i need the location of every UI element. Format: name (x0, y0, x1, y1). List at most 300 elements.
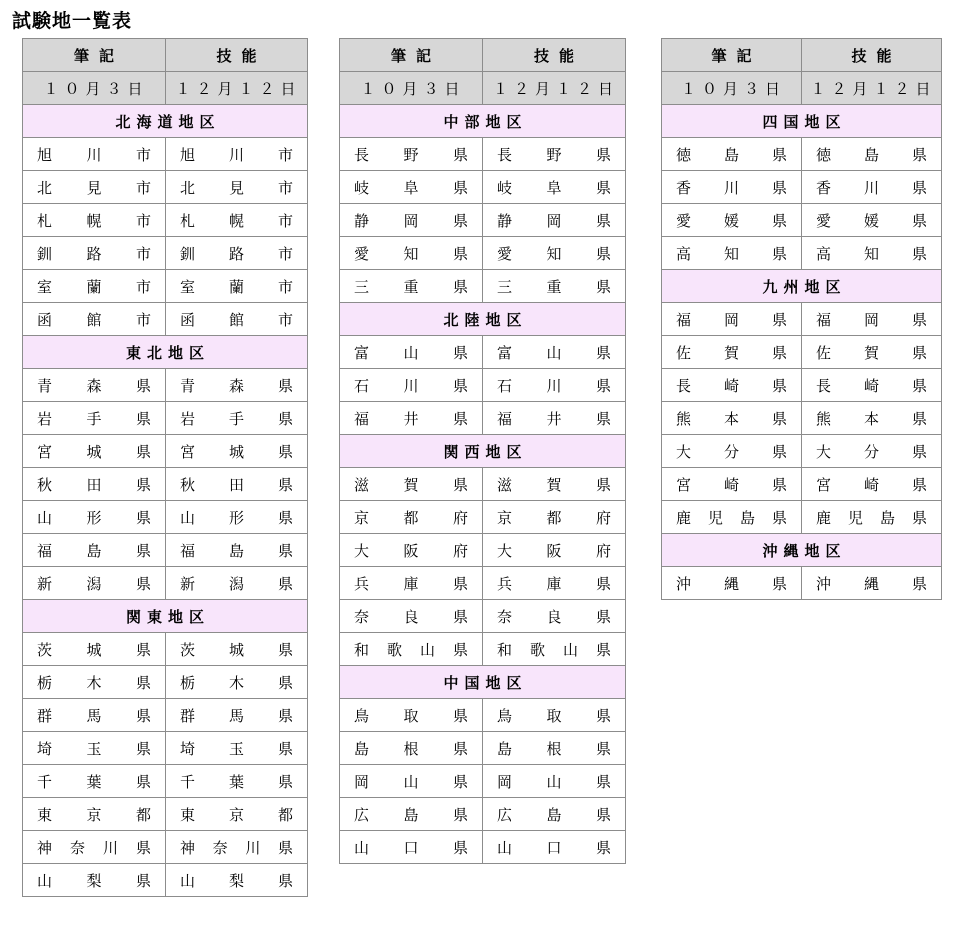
written-venue-text: 栃 木 県 (37, 673, 151, 692)
written-venue (340, 765, 483, 798)
table-row (340, 369, 626, 402)
table-row (23, 831, 308, 864)
skill-venue (166, 171, 308, 204)
written-venue (23, 567, 166, 600)
written-venue-text: 秋 田 県 (37, 475, 151, 494)
skill-venue-text: 広 島 県 (497, 805, 611, 824)
region-row (662, 105, 942, 138)
table-row (662, 204, 942, 237)
table-row (662, 402, 942, 435)
table-row (340, 501, 626, 534)
skill-venue (802, 402, 942, 435)
skill-venue-text: 千 葉 県 (180, 772, 293, 791)
skill-venue-text: 徳 島 県 (816, 145, 927, 164)
skill-venue (166, 237, 308, 270)
skill-venue (802, 204, 942, 237)
table-row (340, 138, 626, 171)
skill-venue (483, 534, 626, 567)
skill-venue-text: 長 崎 県 (816, 376, 927, 395)
table-row (340, 765, 626, 798)
written-venue (662, 237, 802, 270)
date-row (340, 72, 626, 105)
skill-venue-text: 鳥 取 県 (497, 706, 611, 725)
written-venue-text: 鹿 児 島 県 (676, 508, 787, 527)
header-row (340, 39, 626, 72)
skill-venue (166, 369, 308, 402)
written-venue (23, 831, 166, 864)
written-header: 筆記 (23, 39, 166, 72)
written-venue-text: 山 梨 県 (37, 871, 151, 890)
region-header: 中国地区 (340, 666, 626, 699)
region-header: 関東地区 (23, 600, 308, 633)
skill-venue (166, 666, 308, 699)
table-row (23, 402, 308, 435)
written-venue-text: 滋 賀 県 (354, 475, 468, 494)
table-row (340, 468, 626, 501)
written-venue (23, 501, 166, 534)
skill-venue-text: 北 見 市 (180, 178, 293, 197)
exam-table-3 (661, 38, 942, 600)
table-row (23, 369, 308, 402)
region-row (340, 666, 626, 699)
written-venue (23, 237, 166, 270)
written-venue-text: 愛 知 県 (354, 244, 468, 263)
written-venue-text: 徳 島 県 (676, 145, 787, 164)
skill-venue (483, 831, 626, 864)
written-venue (23, 666, 166, 699)
skill-venue-text: 石 川 県 (497, 376, 611, 395)
table-row (662, 303, 942, 336)
skill-venue (166, 798, 308, 831)
skill-venue-text: 三 重 県 (497, 277, 611, 296)
written-date: １０月３日 (662, 72, 802, 105)
written-venue (23, 204, 166, 237)
skill-venue-text: 福 島 県 (180, 541, 293, 560)
skill-venue-text: 旭 川 市 (180, 145, 293, 164)
table-row (23, 138, 308, 171)
table-row (23, 501, 308, 534)
written-venue (23, 534, 166, 567)
skill-venue (802, 435, 942, 468)
skill-venue-text: 茨 城 県 (180, 640, 293, 659)
written-venue (23, 468, 166, 501)
skill-header: 技能 (802, 39, 942, 72)
table-row (23, 567, 308, 600)
table-row (23, 435, 308, 468)
written-venue (662, 501, 802, 534)
written-venue-text: 東 京 都 (37, 805, 151, 824)
skill-venue (802, 303, 942, 336)
skill-venue-text: 富 山 県 (497, 343, 611, 362)
skill-venue (166, 204, 308, 237)
skill-venue-text: 愛 媛 県 (816, 211, 927, 230)
skill-venue (166, 303, 308, 336)
skill-venue (166, 831, 308, 864)
skill-venue (166, 633, 308, 666)
date-row (23, 72, 308, 105)
region-row (340, 105, 626, 138)
header-row (23, 39, 308, 72)
table-row (662, 468, 942, 501)
skill-venue-text: 鹿 児 島 県 (816, 508, 927, 527)
written-venue (662, 435, 802, 468)
skill-venue (802, 237, 942, 270)
written-venue-text: 京 都 府 (354, 508, 468, 527)
written-venue-text: 千 葉 県 (37, 772, 151, 791)
written-venue-text: 岐 阜 県 (354, 178, 468, 197)
skill-venue (483, 501, 626, 534)
written-date: １０月３日 (340, 72, 483, 105)
written-venue-text: 宮 崎 県 (676, 475, 787, 494)
skill-venue (483, 567, 626, 600)
region-header: 東北地区 (23, 336, 308, 369)
table-row (340, 270, 626, 303)
table-row (23, 237, 308, 270)
skill-date: １２月１２日 (802, 72, 942, 105)
written-venue (340, 171, 483, 204)
written-venue (662, 369, 802, 402)
written-venue-text: 沖 縄 県 (676, 574, 787, 593)
skill-venue (483, 270, 626, 303)
table-row (23, 534, 308, 567)
region-header: 沖縄地区 (662, 534, 942, 567)
region-row (340, 435, 626, 468)
skill-venue-text: 釧 路 市 (180, 244, 293, 263)
written-venue (23, 732, 166, 765)
written-venue-text: 兵 庫 県 (354, 574, 468, 593)
skill-venue (483, 468, 626, 501)
skill-venue (166, 765, 308, 798)
skill-venue (483, 633, 626, 666)
written-venue-text: 島 根 県 (354, 739, 468, 758)
written-venue-text: 宮 城 県 (37, 442, 151, 461)
table-row (662, 435, 942, 468)
written-venue (23, 798, 166, 831)
skill-venue-text: 岐 阜 県 (497, 178, 611, 197)
table-row (340, 534, 626, 567)
written-venue (340, 237, 483, 270)
skill-date: １２月１２日 (483, 72, 626, 105)
written-venue-text: 鳥 取 県 (354, 706, 468, 725)
written-venue-text: 福 岡 県 (676, 310, 787, 329)
skill-venue-text: 静 岡 県 (497, 211, 611, 230)
table-row (23, 666, 308, 699)
written-venue-text: 埼 玉 県 (37, 739, 151, 758)
skill-venue-text: 沖 縄 県 (816, 574, 927, 593)
skill-venue-text: 山 梨 県 (180, 871, 293, 890)
written-venue-text: 香 川 県 (676, 178, 787, 197)
written-venue-text: 静 岡 県 (354, 211, 468, 230)
exam-table-1 (22, 38, 308, 897)
written-venue (23, 270, 166, 303)
skill-venue (166, 534, 308, 567)
written-venue (340, 699, 483, 732)
written-venue-text: 広 島 県 (354, 805, 468, 824)
skill-venue-text: 新 潟 県 (180, 574, 293, 593)
skill-venue-text: 岡 山 県 (497, 772, 611, 791)
skill-venue-text: 京 都 府 (497, 508, 611, 527)
date-row (662, 72, 942, 105)
skill-venue (483, 369, 626, 402)
written-venue (340, 732, 483, 765)
written-venue (662, 402, 802, 435)
header-row (662, 39, 942, 72)
skill-venue (802, 468, 942, 501)
region-row (662, 534, 942, 567)
table-row (23, 864, 308, 897)
written-venue-text: 三 重 県 (354, 277, 468, 296)
written-venue (23, 699, 166, 732)
skill-venue-text: 和 歌 山 県 (497, 640, 611, 659)
written-venue-text: 福 井 県 (354, 409, 468, 428)
written-venue (340, 270, 483, 303)
skill-venue-text: 大 分 県 (816, 442, 927, 461)
written-venue-text: 大 分 県 (676, 442, 787, 461)
skill-header: 技能 (483, 39, 626, 72)
skill-venue-text: 青 森 県 (180, 376, 293, 395)
written-venue (340, 600, 483, 633)
region-row (23, 336, 308, 369)
skill-venue-text: 神 奈 川 県 (180, 838, 293, 857)
skill-venue-text: 函 館 市 (180, 310, 293, 329)
skill-venue (166, 501, 308, 534)
skill-venue-text: 兵 庫 県 (497, 574, 611, 593)
skill-venue-text: 岩 手 県 (180, 409, 293, 428)
skill-venue (483, 204, 626, 237)
skill-venue-text: 大 阪 府 (497, 541, 611, 560)
written-venue (340, 501, 483, 534)
written-venue (23, 633, 166, 666)
written-venue-text: 新 潟 県 (37, 574, 151, 593)
skill-venue-text: 奈 良 県 (497, 607, 611, 626)
table-row (662, 567, 942, 600)
table-row (662, 237, 942, 270)
table-row (340, 633, 626, 666)
written-venue-text: 北 見 市 (37, 178, 151, 197)
skill-venue (166, 270, 308, 303)
region-header: 関西地区 (340, 435, 626, 468)
written-venue (662, 567, 802, 600)
written-venue-text: 熊 本 県 (676, 409, 787, 428)
written-venue-text: 和 歌 山 県 (354, 640, 468, 659)
written-venue (662, 204, 802, 237)
written-venue-text: 愛 媛 県 (676, 211, 787, 230)
written-venue (340, 567, 483, 600)
skill-venue (802, 138, 942, 171)
skill-venue (166, 435, 308, 468)
written-venue (340, 369, 483, 402)
skill-venue-text: 室 蘭 市 (180, 277, 293, 296)
region-row (23, 105, 308, 138)
written-venue (340, 633, 483, 666)
skill-venue-text: 香 川 県 (816, 178, 927, 197)
written-venue-text: 高 知 県 (676, 244, 787, 263)
skill-venue-text: 滋 賀 県 (497, 475, 611, 494)
written-venue (340, 336, 483, 369)
table-row (340, 732, 626, 765)
region-row (340, 303, 626, 336)
table-row (23, 633, 308, 666)
region-header: 四国地区 (662, 105, 942, 138)
written-venue (340, 831, 483, 864)
region-header: 九州地区 (662, 270, 942, 303)
table-row (23, 798, 308, 831)
written-venue (340, 402, 483, 435)
table-row (23, 204, 308, 237)
skill-venue (166, 699, 308, 732)
written-header: 筆記 (662, 39, 802, 72)
written-venue (23, 369, 166, 402)
table-row (662, 171, 942, 204)
written-venue (662, 336, 802, 369)
written-venue-text: 茨 城 県 (37, 640, 151, 659)
skill-date: １２月１２日 (166, 72, 308, 105)
table-row (662, 138, 942, 171)
skill-venue-text: 愛 知 県 (497, 244, 611, 263)
region-header: 中部地区 (340, 105, 626, 138)
skill-venue-text: 佐 賀 県 (816, 343, 927, 362)
skill-venue (166, 402, 308, 435)
written-venue (23, 171, 166, 204)
written-venue (23, 765, 166, 798)
written-venue (340, 468, 483, 501)
skill-venue (483, 402, 626, 435)
skill-venue-text: 秋 田 県 (180, 475, 293, 494)
written-venue-text: 長 崎 県 (676, 376, 787, 395)
written-venue-text: 富 山 県 (354, 343, 468, 362)
skill-venue-text: 福 井 県 (497, 409, 611, 428)
table-row (340, 567, 626, 600)
skill-venue (483, 732, 626, 765)
skill-venue (166, 864, 308, 897)
written-venue-text: 釧 路 市 (37, 244, 151, 263)
skill-venue-text: 高 知 県 (816, 244, 927, 263)
written-venue-text: 大 阪 府 (354, 541, 468, 560)
skill-venue (802, 369, 942, 402)
exam-table-2 (339, 38, 626, 864)
skill-venue (802, 336, 942, 369)
table-row (23, 270, 308, 303)
table-row (340, 600, 626, 633)
table-row (340, 699, 626, 732)
table-row (23, 468, 308, 501)
skill-venue-text: 埼 玉 県 (180, 739, 293, 758)
table-row (340, 798, 626, 831)
written-venue (340, 204, 483, 237)
written-venue-text: 群 馬 県 (37, 706, 151, 725)
written-venue (662, 468, 802, 501)
table-row (662, 369, 942, 402)
written-venue (662, 303, 802, 336)
region-header: 北陸地区 (340, 303, 626, 336)
table-row (23, 765, 308, 798)
skill-venue (166, 138, 308, 171)
table-row (662, 336, 942, 369)
table-row (23, 732, 308, 765)
skill-venue (483, 171, 626, 204)
table-row (340, 204, 626, 237)
skill-venue (483, 138, 626, 171)
written-venue-text: 福 島 県 (37, 541, 151, 560)
skill-header: 技能 (166, 39, 308, 72)
skill-venue-text: 栃 木 県 (180, 673, 293, 692)
written-venue (23, 435, 166, 468)
skill-venue-text: 島 根 県 (497, 739, 611, 758)
written-header: 筆記 (340, 39, 483, 72)
skill-venue (166, 732, 308, 765)
skill-venue (483, 765, 626, 798)
written-venue (340, 138, 483, 171)
skill-venue-text: 長 野 県 (497, 145, 611, 164)
skill-venue (802, 501, 942, 534)
region-row (662, 270, 942, 303)
skill-venue (166, 468, 308, 501)
table-row (340, 336, 626, 369)
written-venue-text: 神 奈 川 県 (37, 838, 151, 857)
written-venue-text: 石 川 県 (354, 376, 468, 395)
skill-venue-text: 熊 本 県 (816, 409, 927, 428)
table-row (340, 171, 626, 204)
skill-venue-text: 群 馬 県 (180, 706, 293, 725)
skill-venue-text: 宮 崎 県 (816, 475, 927, 494)
written-venue-text: 奈 良 県 (354, 607, 468, 626)
table-row (662, 501, 942, 534)
region-header: 北海道地区 (23, 105, 308, 138)
written-venue-text: 山 形 県 (37, 508, 151, 527)
table-row (23, 303, 308, 336)
skill-venue-text: 福 岡 県 (816, 310, 927, 329)
skill-venue (483, 336, 626, 369)
table-row (340, 831, 626, 864)
table-row (340, 237, 626, 270)
skill-venue (483, 600, 626, 633)
skill-venue-text: 宮 城 県 (180, 442, 293, 461)
written-venue-text: 函 館 市 (37, 310, 151, 329)
skill-venue-text: 山 形 県 (180, 508, 293, 527)
skill-venue (802, 171, 942, 204)
written-venue-text: 札 幌 市 (37, 211, 151, 230)
written-date: １０月３日 (23, 72, 166, 105)
written-venue-text: 岡 山 県 (354, 772, 468, 791)
written-venue (23, 138, 166, 171)
table-row (23, 699, 308, 732)
region-row (23, 600, 308, 633)
written-venue-text: 佐 賀 県 (676, 343, 787, 362)
skill-venue (483, 798, 626, 831)
written-venue-text: 岩 手 県 (37, 409, 151, 428)
written-venue (340, 534, 483, 567)
written-venue (23, 864, 166, 897)
written-venue-text: 青 森 県 (37, 376, 151, 395)
written-venue (23, 303, 166, 336)
skill-venue (802, 567, 942, 600)
skill-venue (483, 699, 626, 732)
skill-venue (166, 567, 308, 600)
written-venue-text: 室 蘭 市 (37, 277, 151, 296)
table-row (23, 171, 308, 204)
written-venue (662, 138, 802, 171)
written-venue (662, 171, 802, 204)
skill-venue-text: 山 口 県 (497, 838, 611, 857)
written-venue-text: 旭 川 市 (37, 145, 151, 164)
written-venue-text: 山 口 県 (354, 838, 468, 857)
skill-venue (483, 237, 626, 270)
table-row (340, 402, 626, 435)
skill-venue-text: 札 幌 市 (180, 211, 293, 230)
written-venue (340, 798, 483, 831)
page-title: 試験地一覧表 (12, 10, 133, 32)
written-venue (23, 402, 166, 435)
